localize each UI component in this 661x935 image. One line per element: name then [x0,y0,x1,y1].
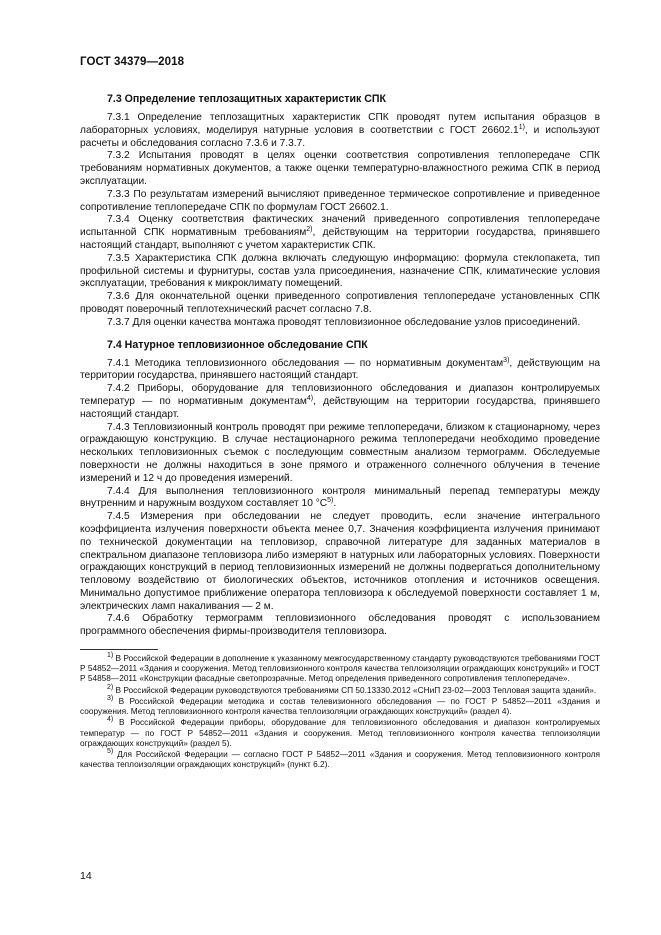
paragraph-7-3-1: 7.3.1 Определение теплозащитных характеристик СПК проводят путем испытания образцов в лабораторных условиях, моделируя натурные условия в соответствии с ГОСТ 26602.1$^{1)}$, и используют расчеты и обследования согласно 7.3.6 и 7.3.7. [80,112,600,149]
section-7-3-title: 7.3 Определение теплозащитных характеристик СПК [107,93,386,105]
page-number: 14 [80,870,92,882]
paragraph-7-3-2: 7.3.2 Испытания проводят в целях оценки соответствия сопротивления теплопередаче СПК требованиям нормативных документов, а также оценки температурно-влажностного режима СПК в период эксплуатации. [80,150,600,187]
footnote-5: $^{5)}$ Для Российской Федерации — согласно ГОСТ Р 54852—2011 «Здания и сооружения. Метод тепловизионного контроля качества теплоизоляции ограждающих конструкций» (пункт 6.2). [80,747,600,770]
footnote-ref-3[interactable]: 3) [503,356,510,364]
document-header: ГОСТ 34379—2018 [80,56,185,68]
paragraph-7-3-6: 7.3.6 Для окончательной оценки приведенного сопротивления теплопередаче установленных СПК проводят поверочный теплотехнический расчет согласно 7.8. [80,291,600,315]
paragraph-7-3-7: 7.3.7 Для оценки качества монтажа проводят тепловизионное обследование узлов присоединений. [107,316,581,328]
footnote-separator [80,649,158,650]
footnote-3: $^{3)}$ В Российской Федерации методика и состав телевизионного обследования — по ГОСТ Р 54852—2011 «Здания и сооружения. Метод тепловизионного контроля качества теплоизоляции ограждающих конструкций» (раздел 4). [80,694,600,717]
paragraph-7-4-6: 7.4.6 Обработку термограмм тепловизионного обследования проводят с использованием программного обеспечения фирмы-производителя тепловизора. [80,613,600,638]
paragraph-7-3-5: 7.3.5 Характеристика СПК должна включать следующую информацию: формула стеклопакета, тип профильной системы и фурнитуры, состав узла присоединения, назначение СПК, климатические условия эксплуатации, требования к микроклимату помещений. [80,252,600,290]
paragraph-7-4-3: 7.4.3 Тепловизионный контроль проводят при режиме теплопередачи, близком к стационарному, через ограждающую конструкцию. В случае нестационарного режима теплопередачи необходимо проведение нескольких тепловизионных съемок с последующим совместным анализом термограмм. Обследуемые поверхности не должны находиться в зоне прямого и отраженного солнечного облучения в течение измерений и 12 ч до проведения измерений. [80,421,600,484]
paragraph-7-4-2: 7.4.2 Приборы, оборудование для тепловизионного обследования и диапазон контролируемых температур — по нормативным документам$^{4)}$, действующим на территории государства, принявшего настоящий стандарт. [80,383,600,420]
paragraph-7-4-4: 7.4.4 Для выполнения тепловизионного контроля минимальный перепад температуры между внутренним и наружным воздухом составляет 10 $^\circ С^{5)}$. [80,485,600,510]
footnote-ref-4[interactable]: 4) [306,394,314,402]
document-body [80,93,600,770]
section-7-4-title: 7.4 Натурное тепловизионное обследование СПК [107,338,368,351]
paragraph-7-3-3: 7.3.3 По результатам измерений вычисляют приведенное термическое сопротивление и приведенное сопротивление теплопередаче СПК по формулам ГОСТ 26602.1. [80,188,600,213]
footnote-2: $^{2)}$ В Российской Федерации руководствуются требованиями СП 50.13330.2012 «СНиП 23-02—2003 Тепловая защита зданий». [107,683,597,695]
footnote-ref-5[interactable]: 5) [327,497,334,505]
paragraph-7-4-1: 7.4.1 Методика тепловизионного обследования — по нормативным документам$^{3)}$, действующим на территории государства, принявшего настоящий стандарт. [80,356,601,382]
footnote-ref-1[interactable]: 1) [518,123,525,131]
paragraph-7-4-5: 7.4.5 Измерения при обследовании не следует проводить, если значение интегрального коэффициента излучения поверхности объекта менее 0,7. Значения коэффициента излучения принимают по технической документации на тепловизор, справочной литературе для заданных материалов в спектральном диапазоне тепловизора либо измеряют в натурных или лабораторных условиях. Поверхности ограждающих конструкций в период тепловизионных измерений не должны подвергаться дополнительному тепловому воздействию от биологических объектов, источников отопления и источников освещения. Минимально допустимое приближение оператора тепловизора к обследуемой поверхности составляет 1 м, электрических ламп накаливания — 2 м. [80,511,600,612]
footnote-4: $^{4)}$ В Российской Федерации приборы, оборудование для тепловизионного обследования и диапазон контролируемых температур — по ГОСТ Р 54852—2011 «Здания и сооружения. Метод тепловизионного контроля качества теплоизоляции ограждающих конструкций» (раздел 5). [80,716,600,748]
footnote-ref-2[interactable]: 2) [306,226,313,234]
paragraph-7-3-4: 7.3.4 Оценку соответствия фактических значений приведенного сопротивления теплопередаче испытанной СПК нормативным требованиям$^{2)}$, действующим на территории государства, принявшего настоящий стандарт, выполняют с учетом характеристик СПК. [80,214,600,251]
footnote-1: $^{1)}$ В Российской Федерации в дополнение к указанному межгосударственному стандарту руководствуются требованиями ГОСТ Р 54852—2011 «Здания и сооружения. Метод тепловизионного контроля качества теплоизоляции ограждающих конструкций» и ГОСТ Р 54858—2011 «Конструкции фасадные светопрозрачные. Метод определения приведенного сопротивления теплопередаче». [80,652,601,684]
